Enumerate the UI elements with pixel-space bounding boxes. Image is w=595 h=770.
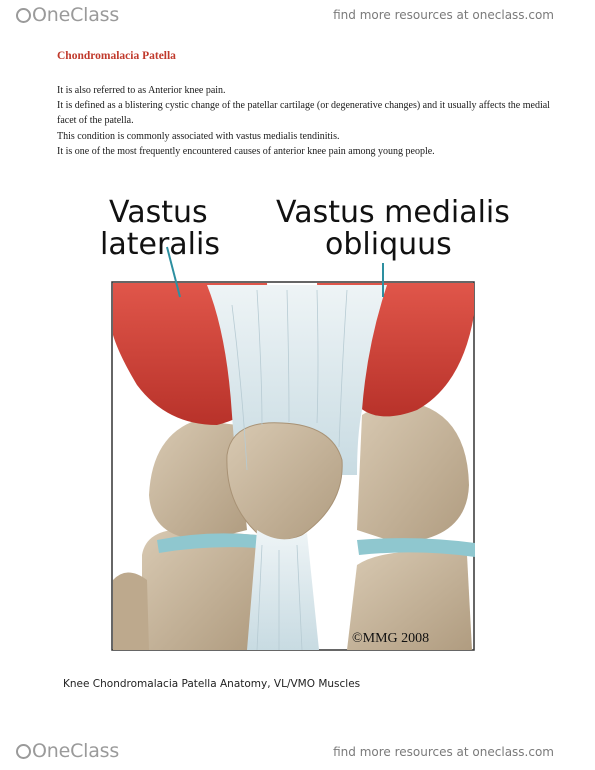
paragraph: It is one of the most frequently encountered causes of anterior knee pain among young people. [57,145,435,157]
knee-anatomy-figure [57,185,537,665]
fibula-shape [113,573,149,651]
oneclass-logo[interactable] [16,4,119,26]
resources-link-footer[interactable]: find more resources at oneclass.com [333,745,554,759]
logo-text: OneClass [32,4,120,26]
resources-link[interactable]: find more resources at oneclass.com [333,8,554,22]
paragraph: It is also referred to as Anterior knee pain. [57,85,226,96]
label-vastus-lateralis-line2: lateralis [100,227,220,262]
body-text [57,83,557,159]
label-vastus-medialis-line1: Vastus medialis [276,195,510,230]
oneclass-logo-icon [16,8,31,23]
figure-copyright: ©MMG 2008 [352,631,430,646]
document-title: Chondromalacia Patella [57,50,176,62]
paragraph: It is defined as a blistering cystic change of the patellar cartilage (or degenerative changes) and it usually affects the medial facet of the patella. [57,100,550,127]
oneclass-logo-icon [16,744,31,759]
label-vastus-lateralis-line1: Vastus [109,195,208,230]
logo-text: OneClass [32,740,120,762]
figure-caption: Knee Chondromalacia Patella Anatomy, VL/VMO Muscles [63,678,361,690]
knee-illustration [57,185,537,665]
label-vastus-medialis-line2: obliquus [325,227,452,262]
oneclass-logo-footer[interactable] [16,740,119,762]
paragraph: This condition is commonly associated with vastus medialis tendinitis. [57,130,340,142]
